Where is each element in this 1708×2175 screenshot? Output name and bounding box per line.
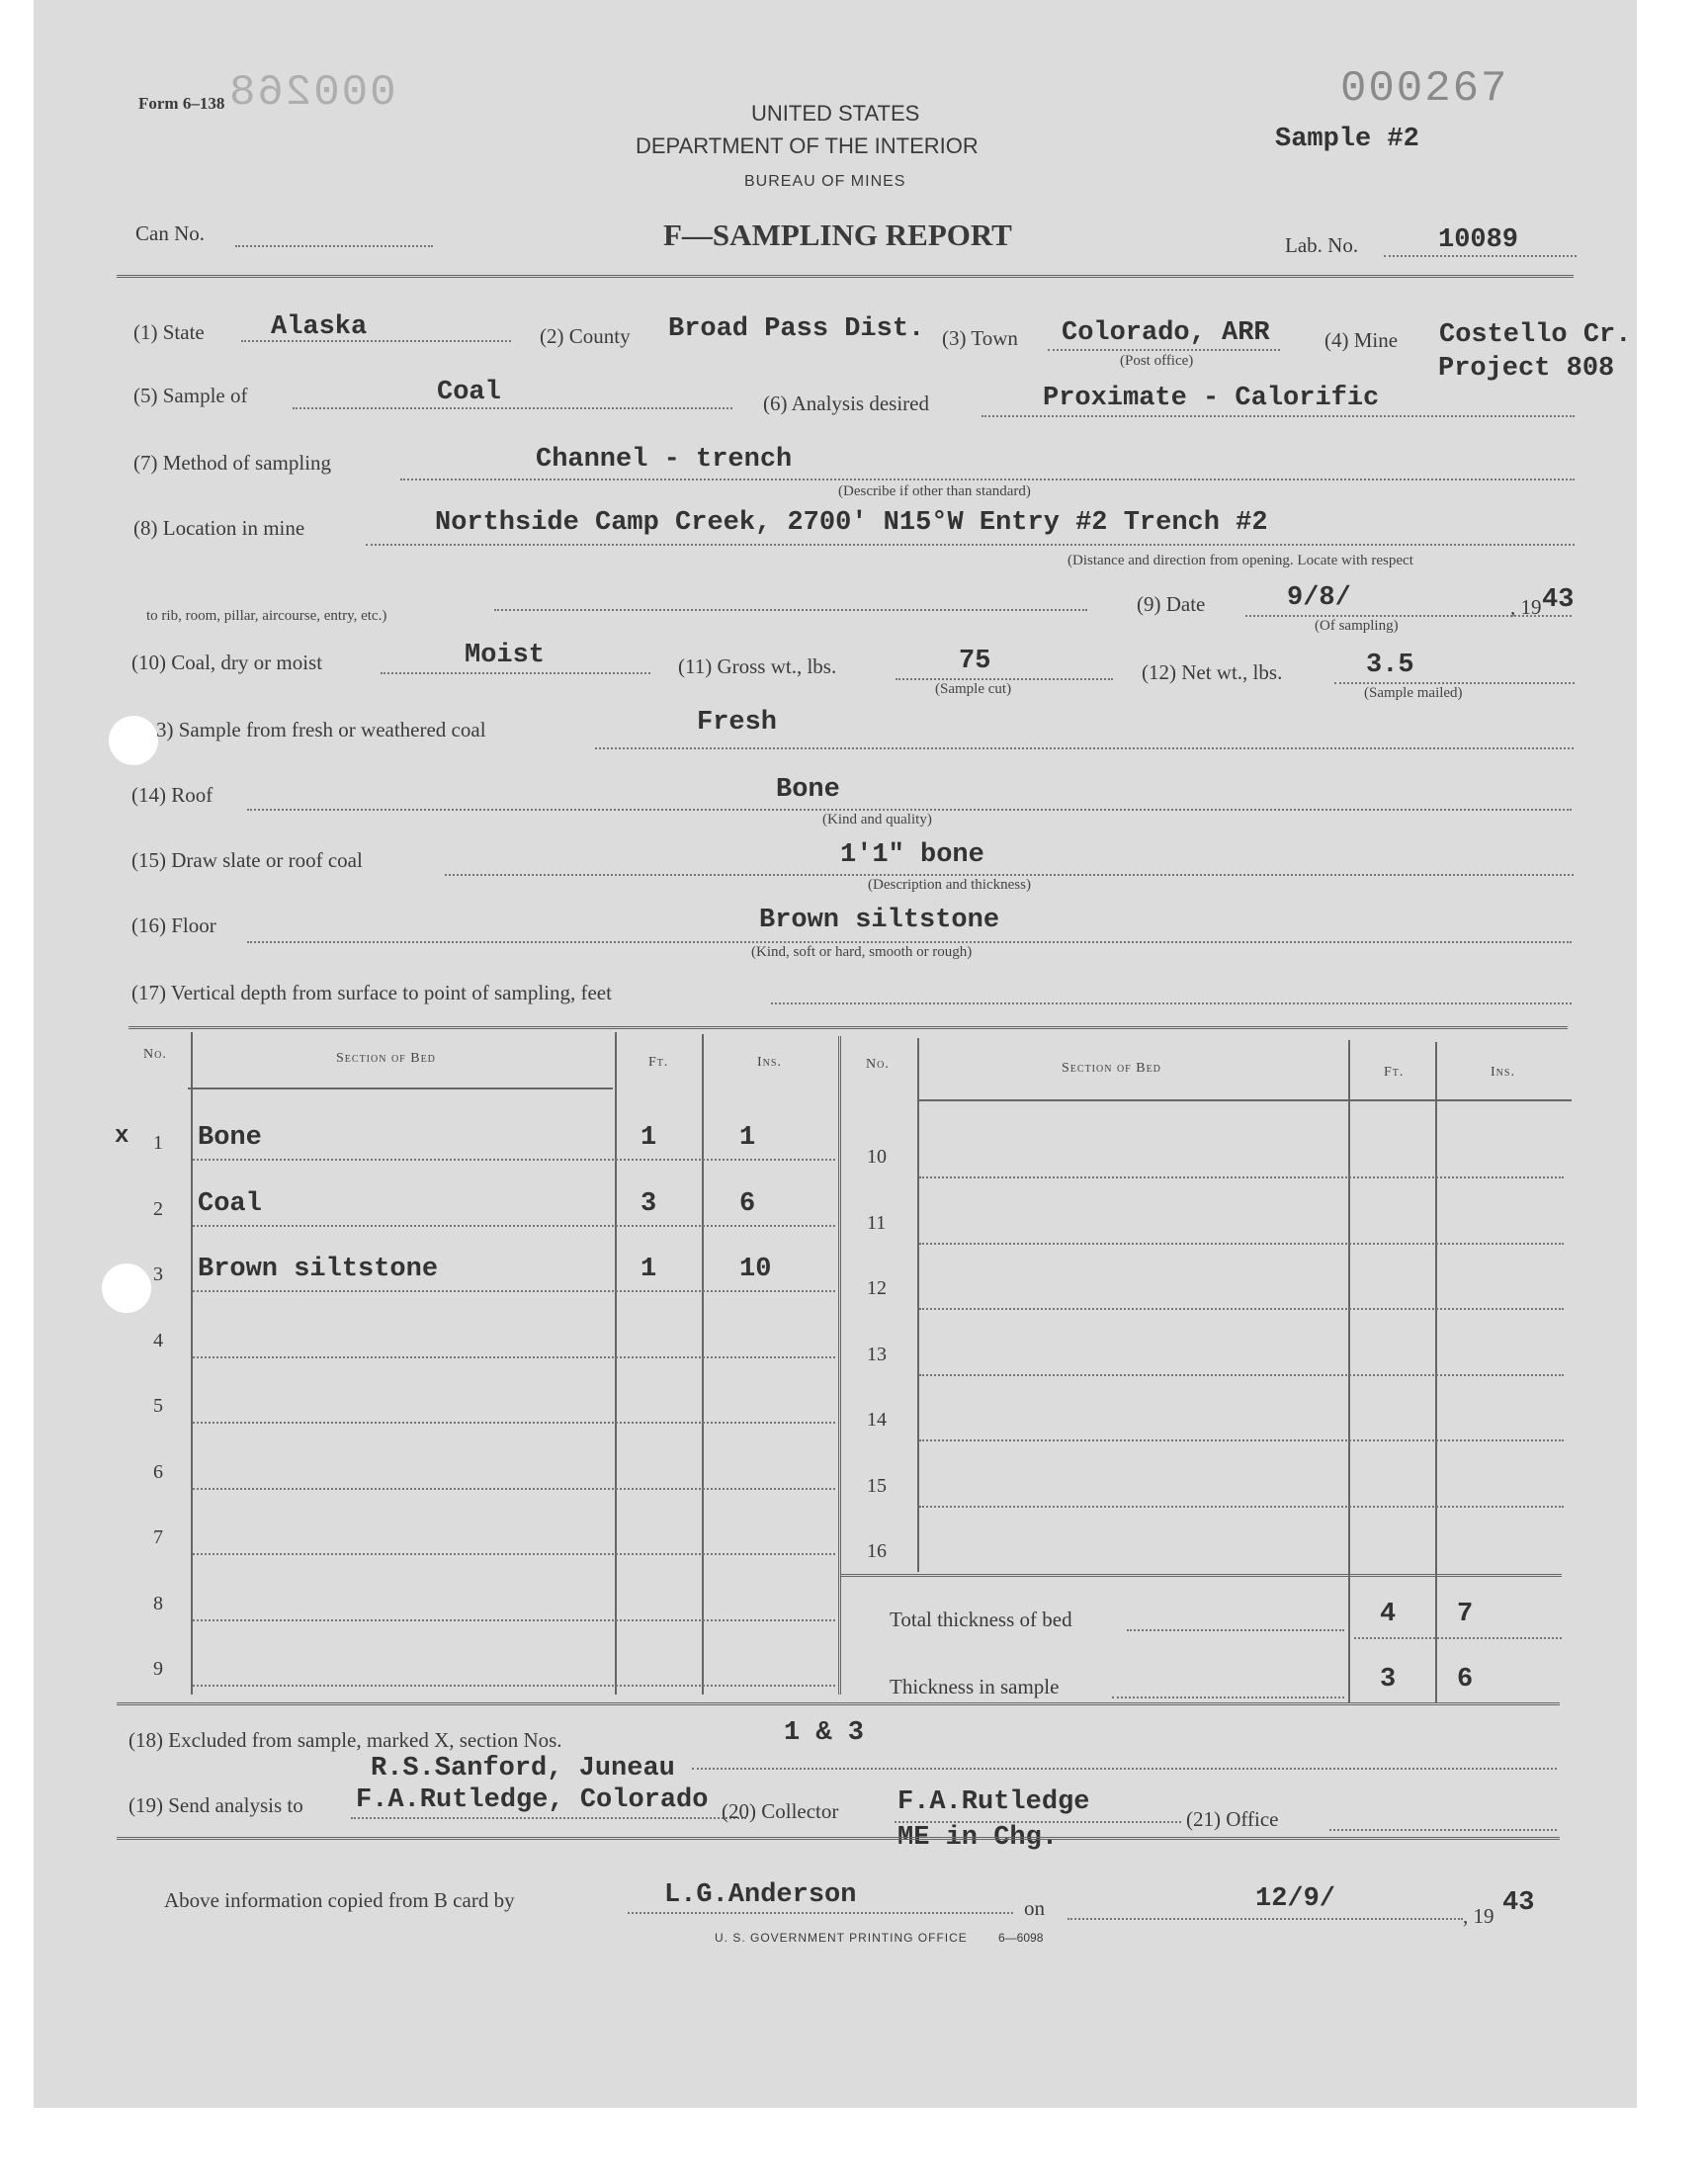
header-line-2: DEPARTMENT OF THE INTERIOR [636,133,979,158]
gross-note: (Sample cut) [935,681,1012,697]
row-line [193,1159,835,1161]
location-note-1: (Distance and direction from opening. Locate with respect [1068,553,1413,568]
floor-line [247,941,1572,943]
method-note: (Describe if other than standard) [838,483,1031,499]
row-number: 5 [153,1395,163,1417]
row-line [193,1553,835,1555]
analysis-line [982,415,1575,417]
collector-value-1: F.A.Rutledge [897,1787,1090,1817]
row-line [919,1374,1564,1376]
floor-note: (Kind, soft or hard, smooth or rough) [751,944,973,960]
sample-of-line [293,407,732,409]
col-divider [838,1036,843,1695]
collector-value-2: ME in Chg. [897,1823,1059,1853]
row-line [193,1685,835,1687]
row-number: 16 [867,1540,887,1562]
row-number: 1 [153,1132,163,1154]
row-ins: 1 [739,1123,756,1153]
can-no-line [235,245,433,247]
row-line [919,1439,1564,1441]
analysis-value: Proximate - Calorific [1043,384,1380,413]
sample-number: Sample #2 [1275,125,1419,154]
location-note-2: to rib, room, pillar, aircourse, entry, etc.) [146,608,387,624]
roof-label: (14) Roof [131,783,214,807]
town-line [1048,349,1280,351]
floor-value: Brown siltstone [759,906,1000,935]
date-year-prefix: , 19 [1510,595,1542,619]
sample-thickness-label: Thickness in sample [890,1675,1060,1698]
roof-note: (Kind and quality) [822,812,932,827]
copied-label: Above information copied from B card by [164,1888,515,1912]
can-no-label: Can No. [135,221,205,245]
town-note: (Post office) [1120,353,1194,369]
lab-no-value: 10089 [1438,225,1519,255]
gross-label: (11) Gross wt., lbs. [678,654,837,678]
row-number: 3 [153,1263,163,1285]
coal-line [381,672,650,674]
col-divider [702,1034,704,1695]
net-note: (Sample mailed) [1364,685,1463,701]
row-number: 6 [153,1461,163,1483]
method-value: Channel - trench [536,445,793,475]
floor-label: (16) Floor [131,914,216,937]
row-number: 12 [867,1277,887,1299]
location-line [366,544,1575,546]
send-to-value-2: F.A.Rutledge, Colorado [356,1785,709,1815]
fresh-label: 3) Sample from fresh or weathered coal [156,718,486,741]
printer-imprint: U. S. GOVERNMENT PRINTING OFFICE [715,1931,968,1945]
row-ins: 10 [739,1255,772,1284]
sample-thickness-ins: 6 [1457,1665,1474,1695]
date-year-value: 43 [1542,585,1575,615]
draw-note: (Description and thickness) [868,877,1031,893]
depth-label: (17) Vertical depth from surface to point of sampling, feet [131,981,612,1004]
row-line [193,1225,835,1227]
row-line [919,1308,1564,1310]
location-label: (8) Location in mine [133,516,305,540]
copied-date-line [1068,1918,1463,1920]
row-section: Bone [198,1123,262,1153]
excluded-label: (18) Excluded from sample, marked X, section Nos. [128,1728,562,1752]
copied-by-line [628,1912,1013,1914]
mine-value-1: Costello Cr. [1439,320,1632,350]
col-divider [1435,1042,1437,1702]
net-line [1334,682,1575,684]
town-value: Colorado, ARR [1062,318,1270,348]
row-number: 11 [867,1212,887,1234]
document-stamp-number: 000267 [1340,64,1509,114]
col-section-header: Section of Bed [336,1051,436,1066]
row-mark: x [115,1123,129,1150]
sample-of-value: Coal [437,378,501,407]
method-line [400,478,1575,480]
row-number: 8 [153,1593,163,1614]
analysis-label: (6) Analysis desired [763,392,929,415]
row-number: 9 [153,1658,163,1680]
draw-line [445,874,1574,876]
copied-year-value: 43 [1502,1888,1535,1918]
state-line [241,340,511,342]
mine-label: (4) Mine [1324,328,1399,352]
col-no-header: No. [866,1057,890,1072]
county-label: (2) County [540,324,631,348]
row-line [193,1488,835,1490]
coal-label: (10) Coal, dry or moist [131,651,323,674]
table-header-rule-left [188,1088,613,1089]
state-label: (1) State [133,320,205,344]
row-ft: 3 [640,1189,657,1219]
sample-thickness-line [1112,1696,1344,1698]
header-rule [117,275,1574,280]
row-line [193,1422,835,1424]
collector-label: (20) Collector [722,1799,839,1823]
gross-line [896,678,1113,680]
sample-of-label: (5) Sample of [133,384,248,407]
row-number: 7 [153,1526,163,1548]
col-divider [191,1032,193,1695]
table-top-rule [128,1026,1568,1031]
page-title: F—SAMPLING REPORT [663,218,1012,252]
mine-value-2: Project 808 [1438,354,1615,384]
row-line [193,1290,835,1292]
col-ins-header: Ins. [1491,1065,1515,1080]
office-line [1329,1829,1557,1831]
col-divider [1348,1040,1350,1702]
date-value: 9/8/ [1287,583,1351,613]
punch-hole [109,716,158,765]
row-number: 4 [153,1330,163,1351]
draw-label: (15) Draw slate or roof coal [131,848,363,872]
excluded-value: 1 & 3 [784,1718,865,1748]
office-label: (21) Office [1186,1807,1279,1831]
coal-value: Moist [465,641,546,670]
row-line [919,1176,1564,1178]
fresh-value: Fresh [697,708,778,738]
header-line-1: UNITED STATES [751,101,920,126]
date-line [1245,615,1572,617]
draw-value: 1'1" bone [840,840,984,870]
roof-line [247,809,1572,811]
send-to-value-1: R.S.Sanford, Juneau [371,1754,675,1784]
net-value: 3.5 [1366,651,1414,680]
table-header-rule-right [919,1099,1572,1101]
date-note: (Of sampling) [1315,618,1399,634]
gross-value: 75 [959,647,991,676]
lab-no-label: Lab. No. [1285,233,1359,257]
col-divider [615,1032,617,1695]
total-ft-line [1354,1637,1562,1639]
col-no-header: No. [143,1047,167,1062]
col-section-header: Section of Bed [1062,1061,1161,1076]
copied-year-prefix: , 19 [1463,1904,1494,1928]
row-ft: 1 [640,1123,657,1153]
date-label: (9) Date [1137,592,1206,616]
copied-date-value: 12/9/ [1255,1884,1336,1914]
copied-by-value: L.G.Anderson [664,1880,857,1910]
footer-rule [117,1837,1560,1842]
row-line [919,1243,1564,1245]
send-to-label: (19) Send analysis to [128,1793,303,1817]
row-section: Coal [198,1189,262,1219]
total-thickness-ins: 7 [1457,1600,1474,1629]
row-number: 10 [867,1146,887,1168]
row-section: Brown siltstone [198,1255,439,1284]
row-number: 2 [153,1198,163,1220]
fresh-line [595,747,1574,749]
col-divider [917,1038,919,1572]
row-line [193,1356,835,1358]
row-ins: 6 [739,1189,756,1219]
send-to-line [351,1817,746,1819]
state-value: Alaska [271,312,368,342]
punch-hole [102,1263,151,1313]
row-ft: 1 [640,1255,657,1284]
right-table-bottom-rule [840,1574,1562,1579]
row-number: 15 [867,1475,887,1497]
table-bottom-rule [117,1702,1560,1707]
col-ft-header: Ft. [1384,1065,1405,1080]
excluded-line [692,1768,1557,1770]
location-value: Northside Camp Creek, 2700' N15°W Entry #2 Trench #2 [435,508,1268,538]
lab-no-line [1384,255,1577,257]
row-number: 14 [867,1409,887,1431]
form-number: Form 6–138 [138,94,225,113]
depth-line [771,1002,1572,1004]
method-label: (7) Method of sampling [133,451,332,475]
header-line-3: BUREAU OF MINES [744,173,906,190]
roof-value: Bone [776,775,840,805]
town-label: (3) Town [942,326,1018,350]
county-value: Broad Pass Dist. [668,314,925,344]
total-thickness-label: Total thickness of bed [890,1608,1072,1631]
row-number: 13 [867,1344,887,1365]
row-line [919,1506,1564,1508]
net-label: (12) Net wt., lbs. [1142,660,1283,684]
col-ft-header: Ft. [648,1055,669,1070]
printer-code: 6—6098 [998,1931,1044,1945]
location-line-2 [494,609,1087,611]
col-ins-header: Ins. [757,1055,782,1070]
total-thickness-line [1127,1629,1344,1631]
copied-on-label: on [1024,1896,1045,1920]
row-line [193,1619,835,1621]
mirrored-stamp: 000268 [227,68,396,118]
total-thickness-ft: 4 [1380,1600,1397,1629]
sample-thickness-ft: 3 [1380,1665,1397,1695]
